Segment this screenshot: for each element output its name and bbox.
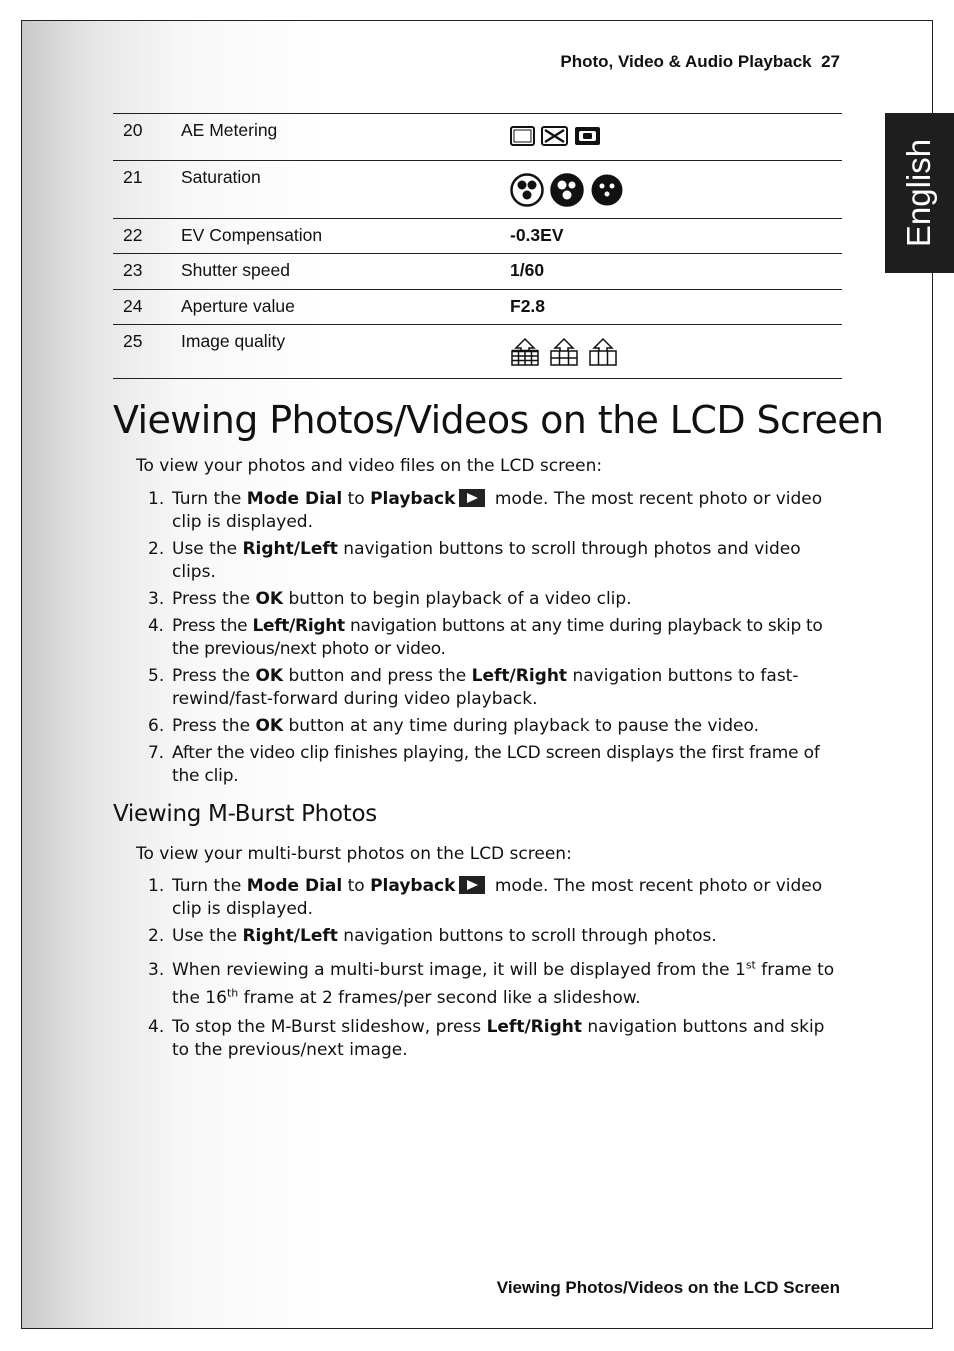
table-row: [113, 161, 842, 219]
settings-table: [113, 113, 842, 379]
page-footer: Viewing Photos/Videos on the LCD Screen: [496, 1278, 840, 1297]
quality-normal-icon: [549, 337, 579, 367]
subsection-intro: To view your multi-burst photos on the LCD screen:: [136, 844, 572, 864]
ae-center-icon: [510, 126, 535, 146]
list-item: 4. To stop the M-Burst slideshow, press Left/Right navigation buttons and skip to the previous/next image.: [148, 1017, 825, 1060]
row-name: Aperture value: [181, 290, 510, 325]
header-title: Photo, Video & Audio Playback: [560, 52, 812, 71]
row-name: Image quality: [181, 325, 510, 379]
quality-fine-icon: [510, 337, 540, 367]
row-number: 21: [113, 161, 181, 219]
table-row: [113, 290, 842, 325]
table-row: [113, 219, 842, 254]
quality-basic-icon: [588, 337, 618, 367]
list-item: 1. Turn the Mode Dial to Playback mode. The most recent photo or video clip is displayed.: [148, 489, 823, 532]
ae-spot-icon: [574, 126, 601, 146]
list-item: 2. Use the Right/Left navigation buttons to scroll through photos and video clips.: [148, 539, 801, 582]
page-header: [560, 52, 840, 72]
saturation-high-icon: [510, 173, 544, 207]
table-row: [113, 325, 842, 379]
list-item: 3. When reviewing a multi-burst image, it will be displayed from the 1st frame to the 16th frame at 2 frames/per second like a slideshow.: [148, 958, 835, 1008]
playback-steps: [148, 488, 842, 792]
language-tab: [885, 113, 954, 273]
row-number: 20: [113, 114, 181, 161]
list-item: 3. Press the OK button to begin playback of a video clip.: [148, 589, 632, 609]
row-number: 23: [113, 254, 181, 290]
playback-icon: [459, 489, 485, 507]
row-number: 24: [113, 290, 181, 325]
row-value: 1/60: [510, 254, 842, 290]
mburst-steps: [148, 875, 842, 1066]
row-value: -0.3EV: [510, 219, 842, 254]
list-item: 4. Press the Left/Right navigation buttons at any time during playback to skip to the previous/next photo or video.: [148, 616, 823, 659]
playback-icon: [459, 876, 485, 894]
row-name: EV Compensation: [181, 219, 510, 254]
list-item: 7. After the video clip finishes playing, the LCD screen displays the first frame of the clip.: [148, 743, 820, 786]
list-item: 1. Turn the Mode Dial to Playback mode. The most recent photo or video clip is displayed.: [148, 876, 823, 919]
table-row: [113, 254, 842, 290]
row-value: F2.8: [510, 290, 842, 325]
section-title: Viewing Photos/Videos on the LCD Screen: [113, 398, 884, 442]
list-item: 6. Press the OK button at any time during playback to pause the video.: [148, 716, 759, 736]
subsection-title: Viewing M-Burst Photos: [113, 801, 377, 827]
list-item: 5. Press the OK button and press the Left/Right navigation buttons to fast-rewind/fast-forward during video playback.: [148, 666, 799, 709]
row-value: [510, 114, 842, 161]
row-number: 22: [113, 219, 181, 254]
language-label: English: [900, 138, 938, 248]
list-item: 2. Use the Right/Left navigation buttons to scroll through photos.: [148, 926, 717, 946]
row-name: AE Metering: [181, 114, 510, 161]
page-number: 27: [821, 52, 840, 71]
ae-spot-cross-icon: [541, 126, 568, 146]
row-value: [510, 325, 842, 379]
saturation-low-icon: [590, 173, 624, 207]
table-row: [113, 114, 842, 161]
row-name: Saturation: [181, 161, 510, 219]
row-name: Shutter speed: [181, 254, 510, 290]
row-value: [510, 161, 842, 219]
section-intro: To view your photos and video files on the LCD screen:: [136, 456, 603, 476]
saturation-normal-icon: [550, 173, 584, 207]
row-number: 25: [113, 325, 181, 379]
